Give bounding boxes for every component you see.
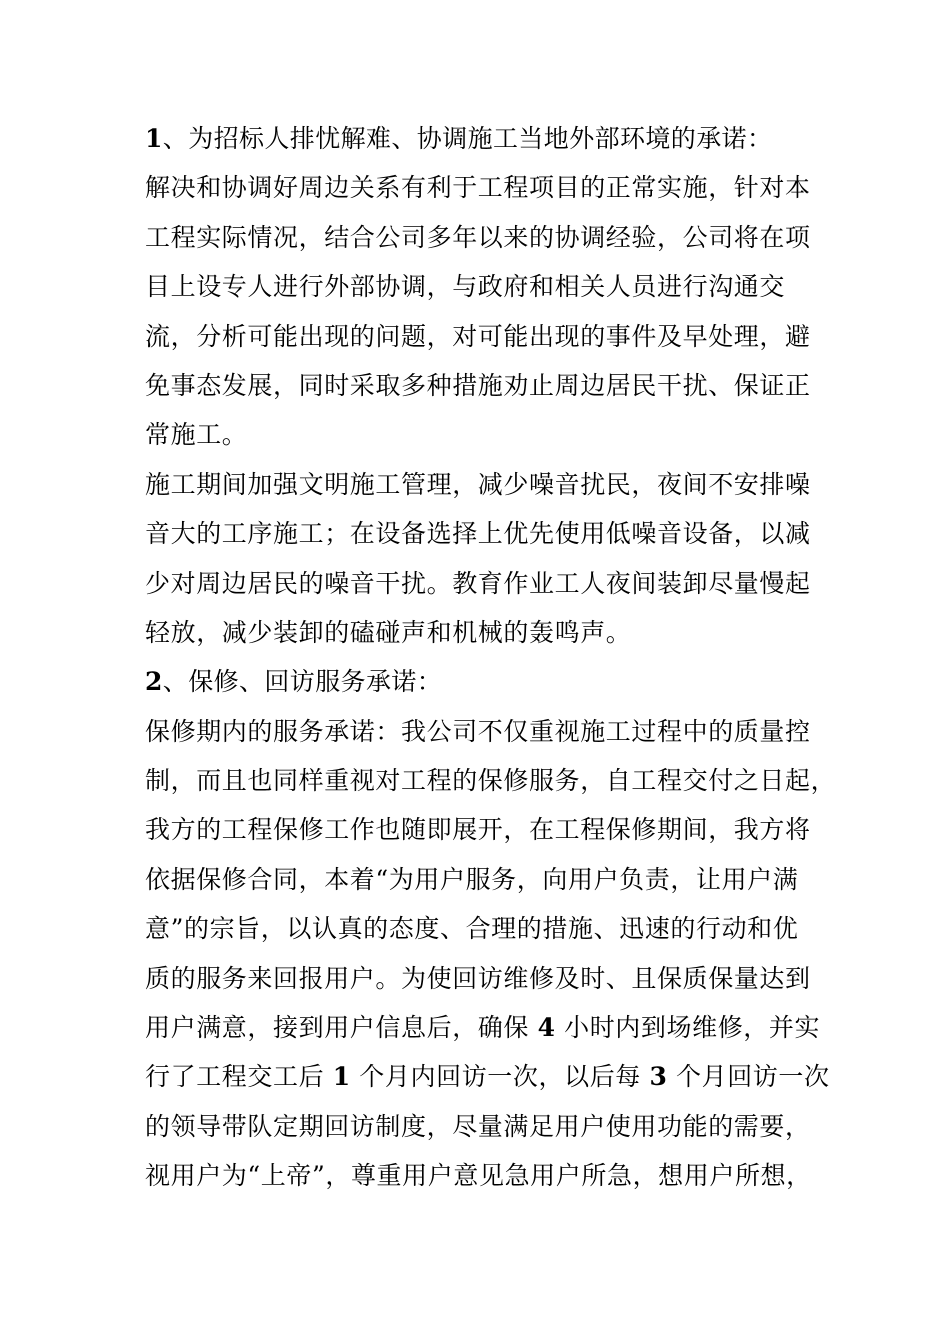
text-run: 个月回访一次	[667, 1062, 830, 1092]
paragraph-line: 免事态发展，同时采取多种措施劝止周边居民干扰、保证正	[145, 370, 811, 400]
text-run: 个月内回访一次，以后每	[350, 1062, 650, 1092]
paragraph-line: 工程实际情况，结合公司多年以来的协调经验，公司将在项	[145, 222, 811, 252]
text-run: 小时内到场维修，并实	[555, 1013, 821, 1043]
paragraph-line: 施工期间加强文明施工管理，减少噪音扰民，夜间不安排噪	[145, 469, 811, 499]
paragraph-line: 我方的工程保修工作也随即展开，在工程保修期间，我方将	[145, 815, 811, 845]
paragraph-line: 常施工。	[145, 420, 248, 450]
paragraph-line-repair	[145, 1003, 830, 1052]
text-run: 用户满意，接到用户信息后，确保	[145, 1013, 538, 1043]
section-2-number: 2	[145, 667, 163, 697]
text-run: 行了工程交工后	[145, 1062, 333, 1092]
paragraph-line: 解决和协调好周边关系有利于工程项目的正常实施，针对本	[145, 173, 811, 203]
paragraph-line: 少对周边居民的噪音干扰。教育作业工人夜间装卸尽量慢起	[145, 568, 811, 598]
paragraph-line: 质的服务来回报用户。为使回访维修及时、且保质保量达到	[145, 963, 811, 993]
visit-interval-number: 3	[649, 1062, 668, 1092]
paragraph-line: 依据保修合同，本着“为用户服务，向用户负责，让用户满	[145, 864, 799, 894]
paragraph-line-visit	[145, 1052, 830, 1101]
paragraph-line: 保修期内的服务承诺：我公司不仅重视施工过程中的质量控	[145, 716, 811, 746]
visit-month-number: 1	[332, 1062, 351, 1092]
paragraph-line: 制，而且也同样重视对工程的保修服务，自工程交付之日起，	[145, 766, 837, 796]
paragraph-line: 意”的宗旨，以认真的态度、合理的措施、迅速的行动和优	[145, 914, 799, 944]
section-1-heading	[145, 114, 830, 163]
paragraph-line: 轻放，减少装卸的磕碰声和机械的轰鸣声。	[145, 617, 632, 647]
section-2-title: 、保修、回访服务承诺：	[162, 667, 443, 697]
section-1-number: 1	[145, 124, 163, 153]
paragraph-line: 目上设专人进行外部协调，与政府和相关人员进行沟通交	[145, 272, 786, 302]
paragraph-line: 流，分析可能出现的问题，对可能出现的事件及早处理，避	[145, 321, 811, 351]
paragraph-line: 的领导带队定期回访制度，尽量满足用户使用功能的需要，	[145, 1111, 811, 1141]
paragraph-line: 视用户为“上帝”，尊重用户意见急用户所急，想用户所想，	[145, 1161, 812, 1191]
repair-hours-number: 4	[537, 1013, 556, 1043]
section-2-heading	[145, 657, 830, 706]
section-1-title: 、为招标人排忧解难、协调施工当地外部环境的承诺：	[162, 124, 773, 153]
paragraph-line: 音大的工序施工；在设备选择上优先使用低噪音设备，以减	[145, 519, 811, 549]
